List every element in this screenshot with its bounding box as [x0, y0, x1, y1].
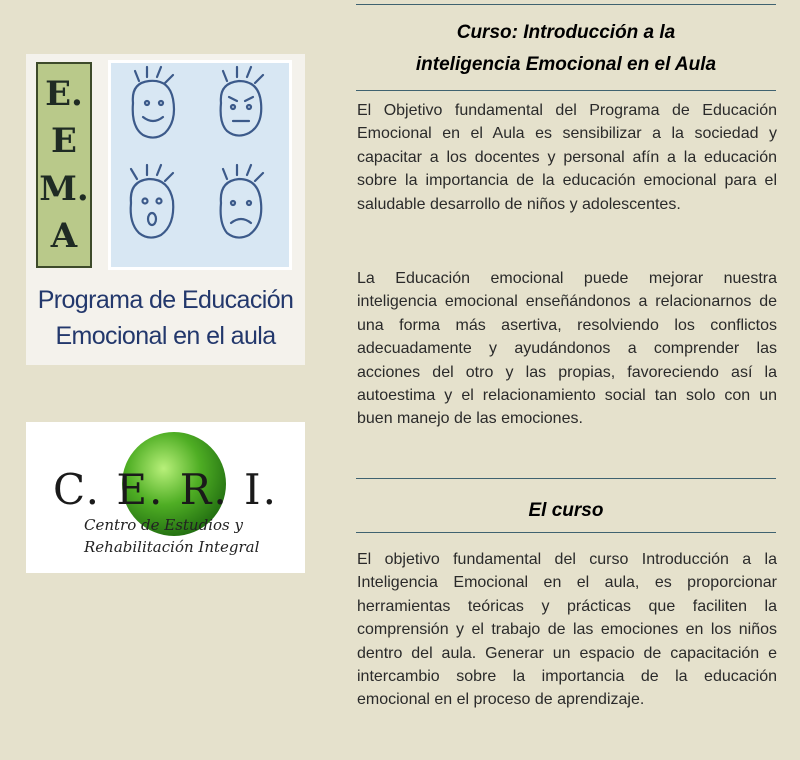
- eema-title-line: Emocional en el aula: [55, 322, 276, 350]
- eema-letter: M.: [39, 168, 89, 209]
- el-curso-title: El curso: [528, 500, 604, 521]
- course-paragraph-education: La Educación emocional puede mejorar nuestra inteligencia emocional enseñándonos a relacionarnos de una forma más asertiva, resolviendo los conflictos adecuadamente y ayudándonos a comprender las acciones del otro y las propias, favoreciendo así la autoestima y el relacionamiento social tan solo con un buen manejo de las emociones.: [357, 270, 777, 428]
- ceri-subtitle-line: Rehabilitación Integral: [84, 538, 260, 556]
- eema-letter: A: [50, 216, 78, 257]
- divider: [356, 478, 776, 479]
- eema-letter: E.: [45, 73, 83, 114]
- course-title-line: Curso: Introducción a la: [456, 22, 676, 43]
- eema-title-line: Programa de Educación: [37, 286, 294, 314]
- ceri-acronym: C. E. R. I.: [53, 465, 278, 514]
- eema-letter-block: [36, 62, 92, 268]
- course-title-line: inteligencia Emocional en el Aula: [415, 54, 717, 75]
- el-curso-paragraph: El objetivo fundamental del curso Introducción a la Inteligencia Emocional en el aula, es proporcionar herramientas teóricas y prácticas que faciliten la comprensión y el trabajo de las emociones en los niños dentro del aula. Generar un espacio de capacitación e intercambio sobre la importancia de la educación emocional en el proceso de aprendizaje.: [357, 551, 777, 709]
- eema-letter: E: [51, 121, 77, 162]
- ceri-subtitle-line: Centro de Estudios y: [84, 516, 243, 534]
- divider: [356, 532, 776, 533]
- ceri-logo: [26, 422, 305, 573]
- divider: [356, 90, 776, 91]
- course-title: [356, 17, 776, 81]
- course-paragraph-objective: El Objetivo fundamental del Programa de Educación Emocional en el Aula es sensibilizar a la sociedad y capacitar a los docentes y personal afín a la educación sobre la importancia de la educación emocional para el saludable desarrollo de niños y adolescentes.: [357, 102, 777, 213]
- eema-logo: [26, 54, 305, 365]
- divider: [356, 4, 776, 5]
- eema-program-title: [26, 282, 305, 354]
- faces-illustration: [108, 60, 292, 270]
- faces-icon: [111, 63, 289, 267]
- ceri-subtitle: [84, 514, 294, 558]
